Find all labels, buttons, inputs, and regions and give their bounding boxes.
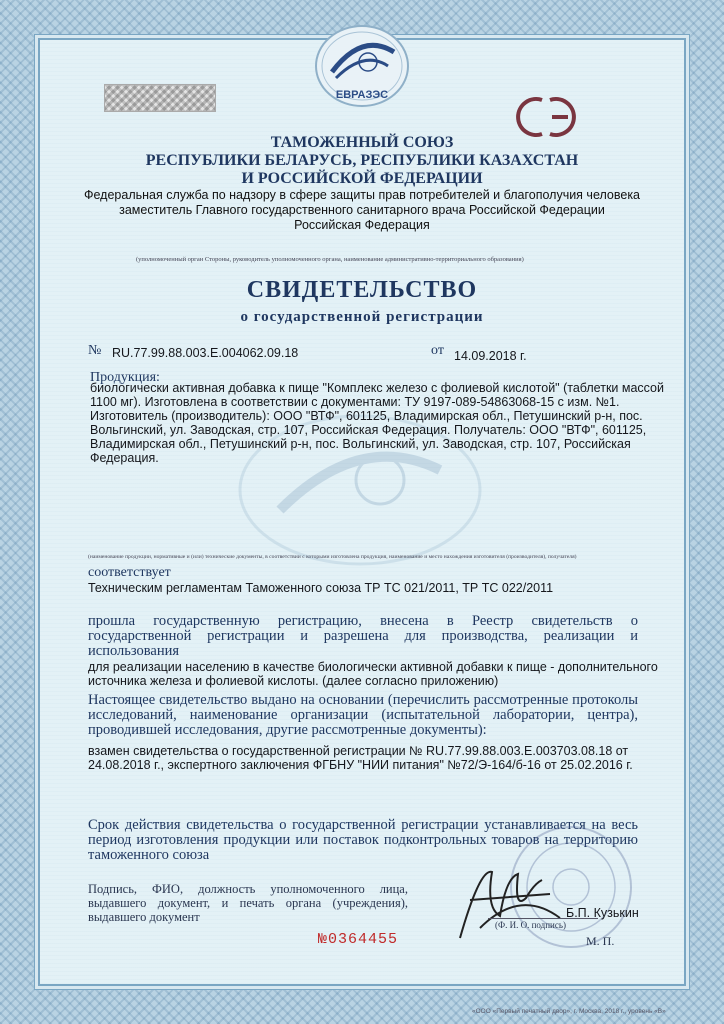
basis-statement: Настоящее свидетельство выдано на основании (перечислить рассмотренные протоколы исследований, наименование организации (испытательной лаборатории, центра), проводившей исследования, другие рассмотренные документы): xyxy=(88,692,638,738)
usage-line: источника железа и фолиевой кислоты. (далее согласно приложению) xyxy=(88,674,499,688)
issuer-line-3: Российская Федерация xyxy=(294,218,430,232)
registry-statement: прошла государственную регистрацию, внесена в Реестр свидетельств о государственной регистрации и разрешена для производства, реализации и использования xyxy=(88,613,638,659)
basis-line: взамен свидетельства о государственной регистрации № RU.77.99.88.003.Е.003703.08.18 от xyxy=(88,744,629,758)
document-subtitle: о государственной регистрации xyxy=(240,309,484,325)
mp-label: М. П. xyxy=(586,934,615,948)
signature-drawing xyxy=(440,858,570,948)
product-line: 1100 мг). Изготовлена в соответствии с документами: ТУ 9197-089-54863068-15 с изм. №1. xyxy=(90,395,620,409)
signature-line xyxy=(488,918,598,919)
header-line-2: РЕСПУБЛИКИ БЕЛАРУСЬ, РЕСПУБЛИКИ КАЗАХСТАН xyxy=(145,152,579,169)
usage-text xyxy=(88,660,658,688)
header-line-1: ТАМОЖЕННЫЙ СОЮЗ xyxy=(270,134,454,151)
serial-number: №0364455 xyxy=(318,931,399,948)
conformity-label: соответствует xyxy=(88,565,171,580)
number-label: № xyxy=(88,343,102,358)
conformity-text: Техническим регламентам Таможенного союза ТР ТС 021/2011, ТР ТС 022/2011 xyxy=(88,581,554,595)
validity-statement: Срок действия свидетельства о государственной регистрации устанавливается на весь период изготовления продукции или поставок подконтрольных товаров на территорию таможенного союза xyxy=(88,817,638,863)
document-title: СВИДЕТЕЛЬСТВО xyxy=(246,277,478,303)
hologram-strip xyxy=(104,84,216,112)
date-label: от xyxy=(431,343,444,358)
usage-line: для реализации населению в качестве биологически активной добавки к пище - дополнительного xyxy=(88,660,658,674)
registration-date: 14.09.2018 г. xyxy=(454,349,527,363)
signer-name: Б.П. Кузькин xyxy=(566,906,639,920)
signature-caption: Подпись, ФИО, должность уполномоченного лица, выдавшего документ, и печать органа (учреждения), выдавшего документ xyxy=(88,882,408,924)
issuer-line-1: Федеральная служба по надзору в сфере защиты прав потребителей и благополучия человека xyxy=(83,188,641,202)
product-line: Изготовитель (производитель): ООО "ВТФ", 601125, Владимирская обл., Петушинский р-н, пос. xyxy=(90,409,643,423)
product-label: Продукция: xyxy=(90,370,160,385)
issuer-caption: (уполномоченный орган Стороны, руководитель уполномоченного органа, наименование административно-территориального образования) xyxy=(136,256,524,263)
basis-text xyxy=(88,744,648,772)
product-line: биологически активная добавка к пище "Комплекс железо с фолиевой кислотой" (таблетки массой xyxy=(90,381,664,395)
registration-number: RU.77.99.88.003.Е.004062.09.18 xyxy=(112,346,299,360)
product-line: Вольгинский, ул. Заводская, стр. 107, Российская Федерация. Получатель: ООО "ВТФ", 601125, xyxy=(90,423,647,437)
header-line-3: И РОССИЙСКОЙ ФЕДЕРАЦИИ xyxy=(241,170,483,187)
product-caption: (наименование продукции, нормативные и (или) технические документы, в соответствии с которыми изготовлена продукция, наименование и место нахождения изготовителя (производителя), получателя) xyxy=(88,554,577,560)
product-line: Владимирская обл., Петушинский р-н, пос. Вольгинский, ул. Заводская, стр. 107, Российская xyxy=(90,437,631,451)
printer-imprint: «ООО «Первый печатный двор», г. Москва, 2018 г., уровень «В» xyxy=(472,1008,666,1015)
issuer-line-2: заместитель Главного государственного санитарного врача Российской Федерации xyxy=(119,203,605,217)
product-line: Федерация. xyxy=(90,451,159,465)
product-text xyxy=(90,381,664,465)
eurasec-emblem xyxy=(302,22,422,110)
basis-line: 24.08.2018 г., экспертного заключения ФГБНУ "НИИ питания" №72/Э-164/б-16 от 25.02.2016 г. xyxy=(88,758,633,772)
signer-caption: (Ф. И. О. подпись) xyxy=(495,920,566,930)
emblem-label: ЕВРАЗЭС xyxy=(335,89,389,101)
